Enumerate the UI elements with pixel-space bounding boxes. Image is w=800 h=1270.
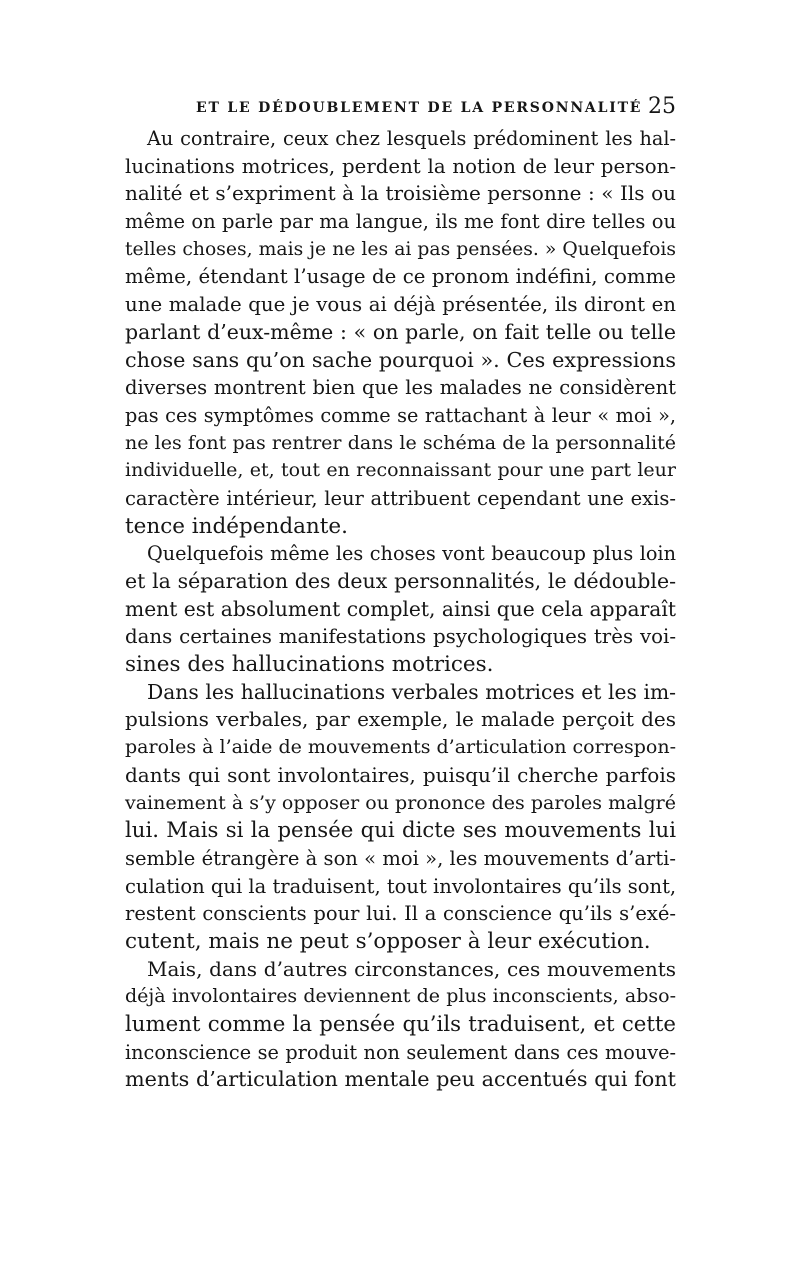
text-line: cutent, mais ne peut s’opposer à leur exécution. — [125, 928, 651, 954]
text-line: Quelquefois même les choses vont beaucoup plus loin — [147, 542, 676, 566]
text-line: inconscience se produit non seulement dans ces mouve- — [125, 1040, 676, 1064]
text-line: paroles à l’aide de mouvements d’articulation correspon- — [125, 736, 677, 759]
text-line: et la séparation des deux personnalités, le dédouble- — [125, 569, 676, 593]
text-line: dants qui sont involontaires, puisqu’il cherche parfois — [125, 762, 676, 787]
running-title: ET LE DÉDOUBLEMENT DE LA PERSONNALITÉ — [196, 100, 643, 116]
text-line: Dans les hallucinations verbales motrices et les im- — [147, 679, 676, 704]
page-number: 25 — [648, 94, 676, 119]
text-line: individuelle, et, tout en reconnaissant pour une part leur — [125, 459, 676, 482]
text-line: sines des hallucinations motrices. — [125, 652, 494, 678]
text-line: telles choses, mais je ne les ai pas pensées. » Quelquefois — [125, 238, 676, 260]
text-line: lucinations motrices, perdent la notion de leur person- — [125, 154, 676, 178]
text-line: Mais, dans d’autres circonstances, ces mouvements — [147, 956, 676, 981]
text-line: restent conscients pour lui. Il a conscience qu’ils s’exé- — [125, 902, 676, 926]
text-line: une malade que je vous ai déjà présentée, ils diront en — [125, 293, 676, 317]
page-header — [196, 94, 676, 120]
text-line: pas ces symptômes comme se rattachant à leur « moi », — [125, 403, 676, 427]
text-line: parlant d’eux-même : « on parle, on fait telle ou telle — [125, 319, 676, 344]
text-line: même on parle par ma langue, ils me font dire telles ou — [125, 210, 676, 234]
text-line: déjà involontaires deviennent de plus inconscients, abso- — [125, 985, 676, 1008]
text-line: même, étendant l’usage de ce pronom indéfini, comme — [125, 265, 676, 289]
text-line: lument comme la pensée qu’ils traduisent, et cette — [125, 1012, 676, 1037]
text-line: ne les font pas rentrer dans le schéma de la personnalité — [125, 431, 676, 454]
text-line: culation qui la traduisent, tout involontaires qu’ils sont, — [125, 874, 677, 898]
text-line: diverses montrent bien que les malades ne considèrent — [125, 376, 676, 400]
body-text — [125, 125, 676, 1094]
text-line: pulsions verbales, par exemple, le malade perçoit des — [125, 707, 676, 732]
text-line: ment est absolument complet, ainsi que cela apparaît — [125, 596, 676, 621]
text-line: nalité et s’expriment à la troisième personne : « Ils ou — [125, 181, 676, 206]
text-line: vainement à s’y opposer ou prononce des paroles malgré — [125, 791, 676, 814]
text-line: dans certaines manifestations psychologiques très voi- — [125, 625, 676, 649]
text-line: caractère intérieur, leur attribuent cependant une exis- — [125, 486, 676, 510]
text-line: chose sans qu’on sache pourquoi ». Ces expressions — [125, 347, 676, 372]
text-line: Au contraire, ceux chez lesquels prédominent les hal- — [147, 127, 676, 150]
text-line: ments d’articulation mentale peu accentués qui font — [125, 1067, 676, 1092]
text-line: tence indépendante. — [125, 513, 348, 539]
text-line: semble étrangère à son « moi », les mouvements d’arti- — [125, 846, 676, 870]
text-line: lui. Mais si la pensée qui dicte ses mouvements lui — [125, 818, 676, 844]
